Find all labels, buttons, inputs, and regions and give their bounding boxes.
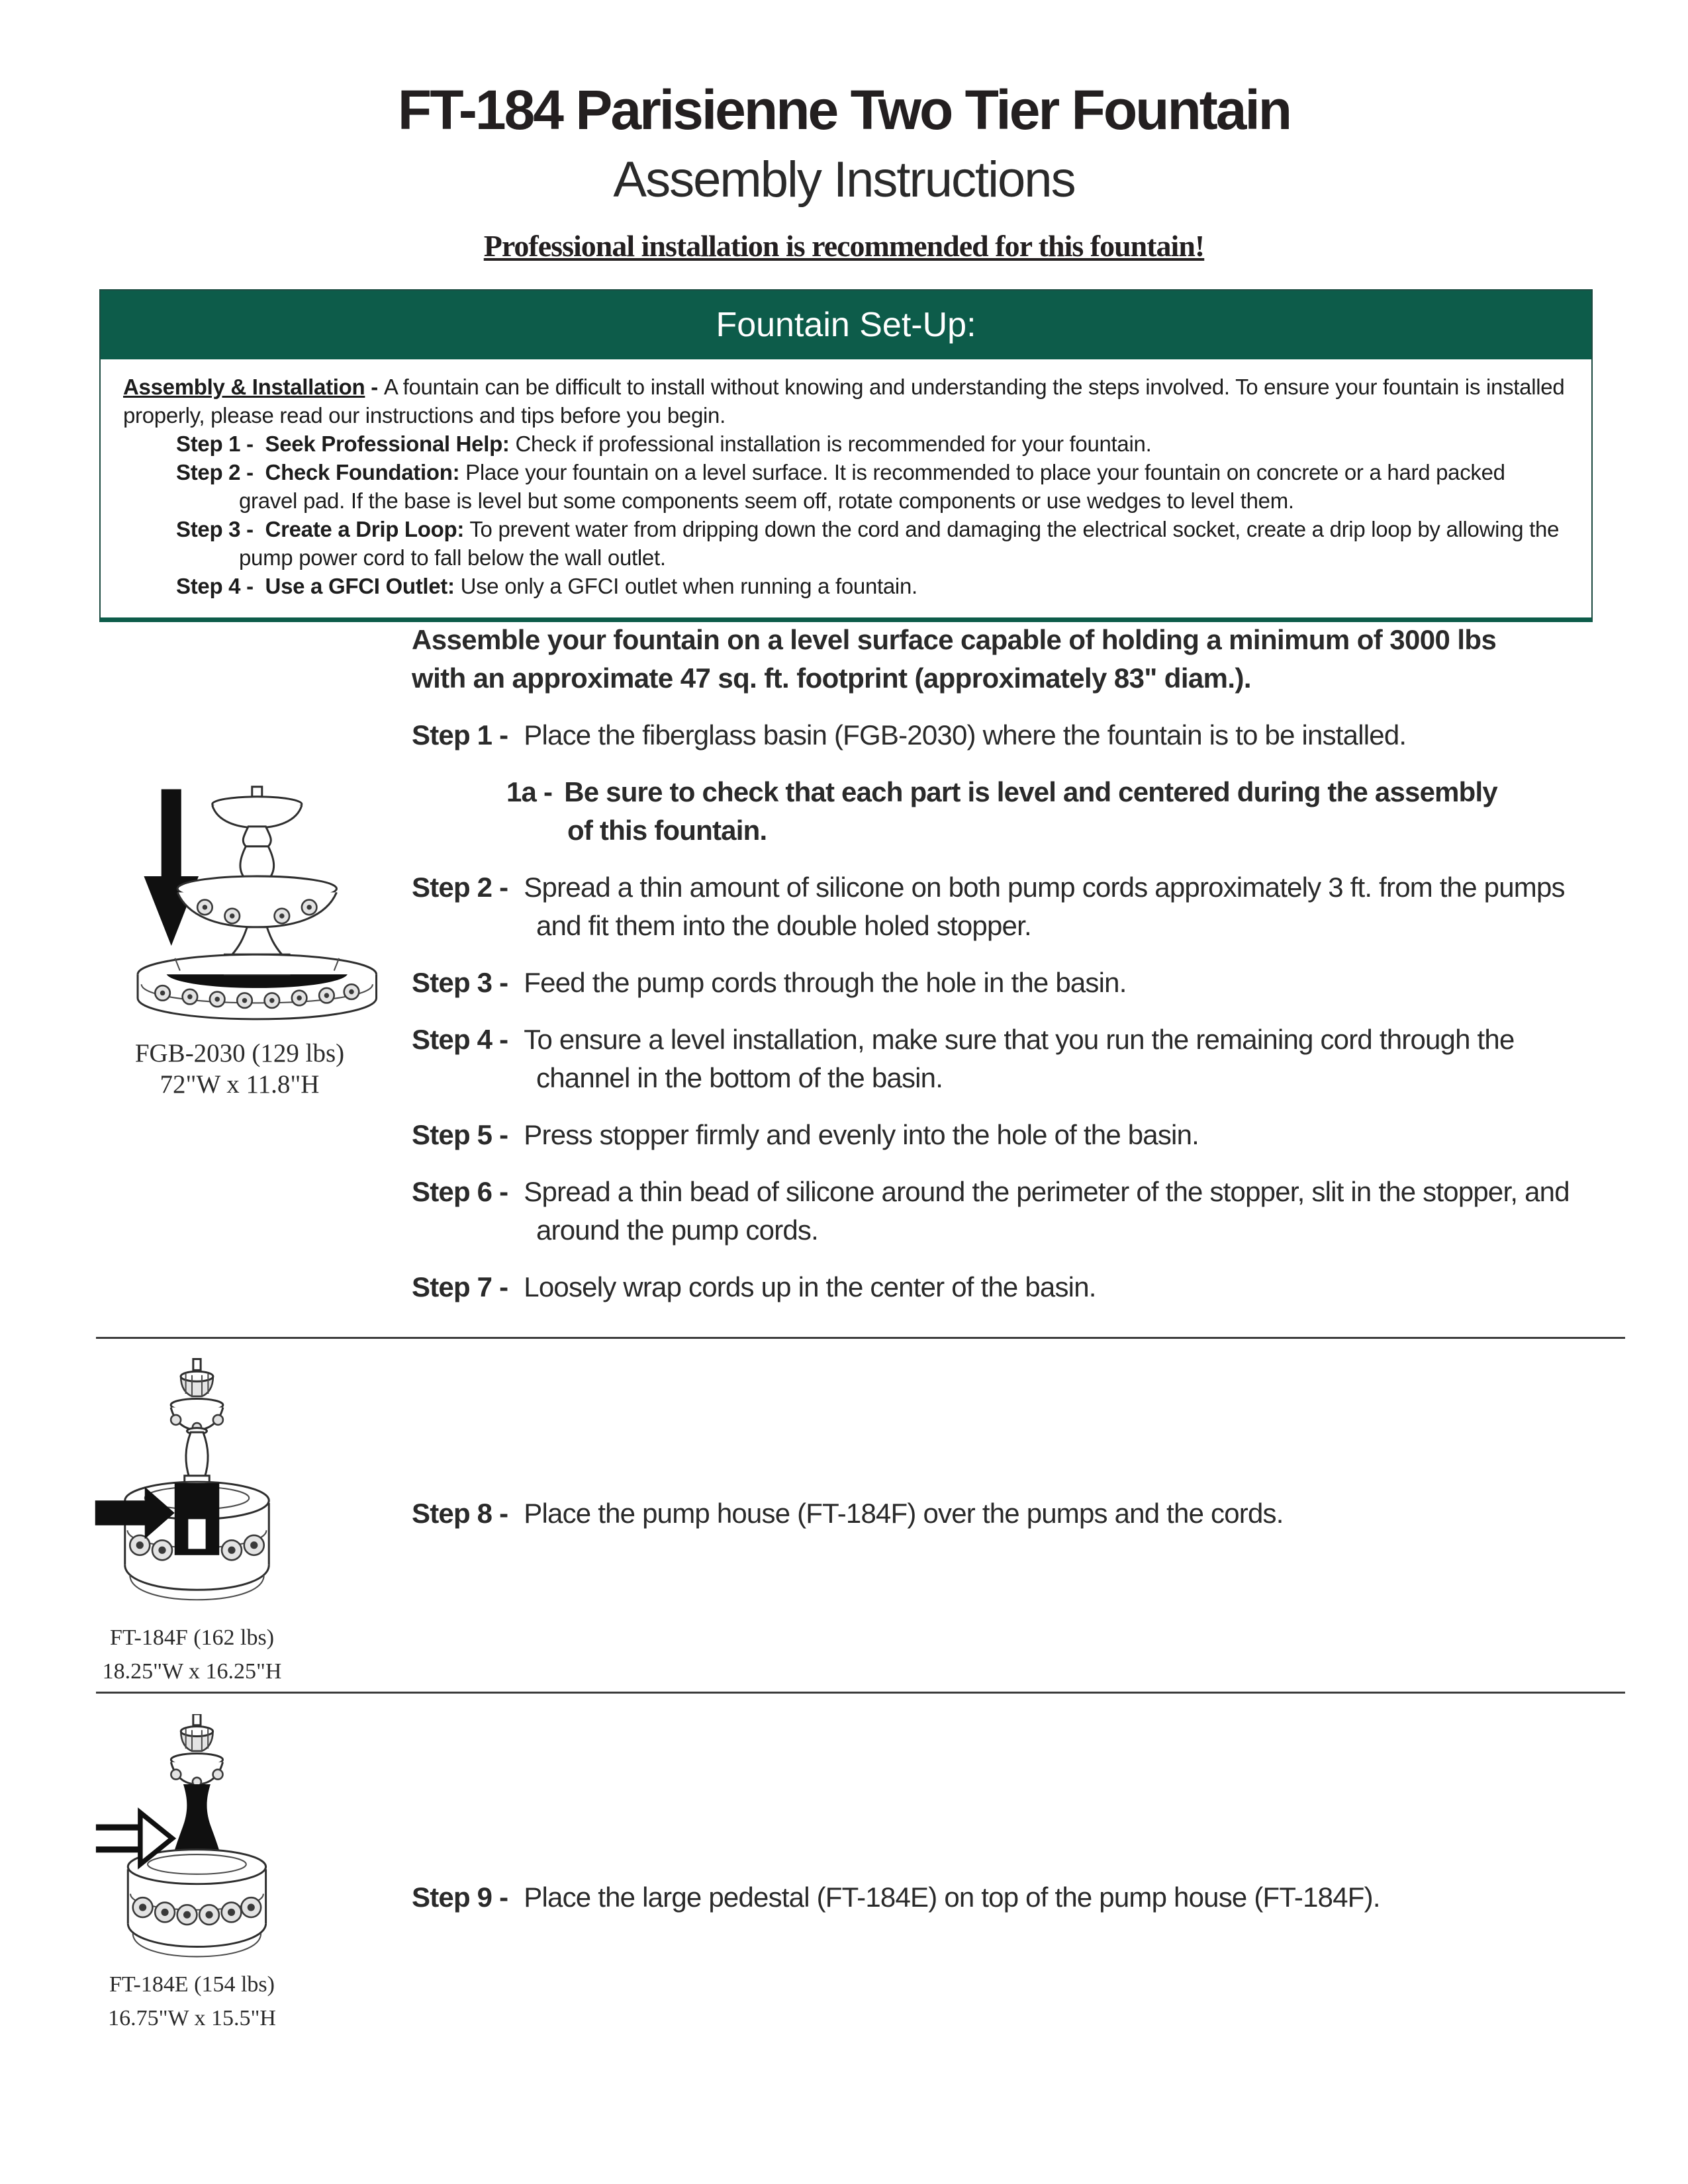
assembly-step-6-label: Step 6 - xyxy=(412,1176,508,1207)
assembly-step-1a-text: Be sure to check that each part is level and centered during the assembly of this fountain. xyxy=(564,776,1497,846)
assembly-step-7-text: Loosely wrap cords up in the center of the basin. xyxy=(524,1271,1096,1302)
figure-ft-184f-dims: 18.25"W x 16.25"H xyxy=(102,1659,282,1684)
setup-step-2-title: Check Foundation: xyxy=(265,460,460,484)
setup-step-2-label: Step 2 - xyxy=(176,460,254,484)
assembly-step-2-label: Step 2 - xyxy=(412,872,508,903)
setup-step-2 xyxy=(176,458,1569,515)
figure-ft-184f-caption xyxy=(93,1621,291,1688)
fountain-setup-box xyxy=(99,289,1593,622)
assembly-step-6 xyxy=(412,1173,1583,1250)
assembly-steps-column xyxy=(412,621,1583,1325)
setup-intro xyxy=(123,373,1569,430)
setup-intro-separator: - xyxy=(365,375,384,399)
figure-ft-184e-caption xyxy=(93,1968,291,2035)
setup-step-4-text: Use only a GFCI outlet when running a fountain. xyxy=(460,574,917,598)
assembly-step-2-text: Spread a thin amount of silicone on both pump cords approximately 3 ft. from the pumps and fit them into the double holed stopper. xyxy=(524,872,1565,941)
figure-fgb-2030-part: FGB-2030 (129 lbs) xyxy=(134,1039,345,1068)
assembly-step-8-text: Place the pump house (FT-184F) over the pumps and the cords. xyxy=(524,1498,1284,1529)
assembly-step-3 xyxy=(412,964,1583,1002)
down-arrow-icon xyxy=(144,790,199,946)
assembly-step-9 xyxy=(412,1878,1688,1917)
assembly-step-9-label: Step 9 - xyxy=(412,1882,508,1913)
assembly-step-3-text: Feed the pump cords through the hole in the basin. xyxy=(524,967,1127,998)
assembly-step-5-text: Press stopper firmly and evenly into the hole of the basin. xyxy=(524,1119,1199,1150)
setup-step-3 xyxy=(176,515,1569,572)
figure-ft-184f-part: FT-184F (162 lbs) xyxy=(109,1625,275,1650)
figure-ft-184e xyxy=(93,1714,291,2035)
setup-intro-label: Assembly & Installation xyxy=(123,375,365,399)
section-divider-1 xyxy=(96,1337,1625,1339)
assembly-step-4-text: To ensure a level installation, make sure that you run the remaining cord through the channel in the bottom of the basin. xyxy=(524,1024,1515,1093)
assembly-step-1-text: Place the fiberglass basin (FGB-2030) where the fountain is to be installed. xyxy=(524,719,1407,751)
assembly-step-8 xyxy=(412,1494,1688,1533)
setup-step-1 xyxy=(176,430,1569,458)
assembly-step-4-label: Step 4 - xyxy=(412,1024,508,1055)
outline-right-arrow-icon xyxy=(96,1827,140,1849)
setup-step-1-text: Check if professional installation is recommended for your fountain. xyxy=(515,432,1152,456)
assembly-step-9-text: Place the large pedestal (FT-184E) on top of the pump house (FT-184F). xyxy=(524,1882,1380,1913)
assembly-step-1a xyxy=(506,773,1507,850)
figure-ft-184f xyxy=(93,1358,291,1688)
figure-fgb-2030-caption xyxy=(99,1038,380,1100)
setup-step-3-title: Create a Drip Loop: xyxy=(265,517,465,541)
figure-fgb-2030-dims: 72"W x 11.8"H xyxy=(160,1070,320,1099)
assembly-step-8-label: Step 8 - xyxy=(412,1498,508,1529)
assembly-step-1a-label: 1a - xyxy=(506,776,553,807)
assembly-step-4 xyxy=(412,1021,1583,1097)
assembly-step-7-label: Step 7 - xyxy=(412,1271,508,1302)
page-subtitle: Assembly Instructions xyxy=(613,152,1075,208)
setup-box-body xyxy=(101,359,1591,617)
setup-step-1-title: Seek Professional Help: xyxy=(265,432,510,456)
assembly-step-1-label: Step 1 - xyxy=(412,719,508,751)
fgb-2030-illustration xyxy=(99,784,380,1028)
figure-ft-184e-part: FT-184E (154 lbs) xyxy=(109,1972,275,1997)
assembly-step-2 xyxy=(412,868,1583,945)
page-title: FT-184 Parisienne Two Tier Fountain xyxy=(397,79,1291,141)
setup-step-3-text: To prevent water from dripping down the cord and damaging the electrical socket, create a drip loop by allowing the pump power cord to fall below the wall outlet. xyxy=(239,517,1560,570)
assembly-step-6-text: Spread a thin bead of silicone around the perimeter of the stopper, slit in the stopper, and around the pump cords. xyxy=(524,1176,1570,1246)
setup-step-4-label: Step 4 - xyxy=(176,574,254,598)
ft-184e-illustration xyxy=(93,1714,291,1960)
section-divider-2 xyxy=(96,1692,1625,1694)
setup-step-3-label: Step 3 - xyxy=(176,517,254,541)
assembly-step-1 xyxy=(412,716,1583,754)
setup-step-4 xyxy=(176,572,1569,600)
ft-184f-illustration xyxy=(93,1358,291,1608)
figure-fgb-2030 xyxy=(99,784,380,1100)
setup-box-header: Fountain Set-Up: xyxy=(101,291,1591,359)
assembly-intro: Assemble your fountain on a level surface capable of holding a minimum of 3000 lbs with an approximate 47 sq. ft. footprint (approximately 83" diam.). xyxy=(412,624,1497,694)
assembly-step-5 xyxy=(412,1116,1583,1154)
assembly-step-5-label: Step 5 - xyxy=(412,1119,508,1150)
setup-step-4-title: Use a GFCI Outlet: xyxy=(265,574,455,598)
assembly-step-7 xyxy=(412,1268,1583,1306)
setup-intro-text: A fountain can be difficult to install without knowing and understanding the steps involved. To ensure your fountain is installed properly, please read our instructions and tips before you begin. xyxy=(123,375,1565,428)
figure-ft-184e-dims: 16.75"W x 15.5"H xyxy=(108,2006,276,2030)
assembly-step-3-label: Step 3 - xyxy=(412,967,508,998)
setup-step-1-label: Step 1 - xyxy=(176,432,254,456)
professional-install-warning: Professional installation is recommended for this fountain! xyxy=(483,229,1205,263)
setup-step-2-text: Place your fountain on a level surface. It is recommended to place your fountain on concrete or a hard packed gravel pad. If the base is level but some components seem off, rotate components or use wedges to level them. xyxy=(239,460,1505,513)
